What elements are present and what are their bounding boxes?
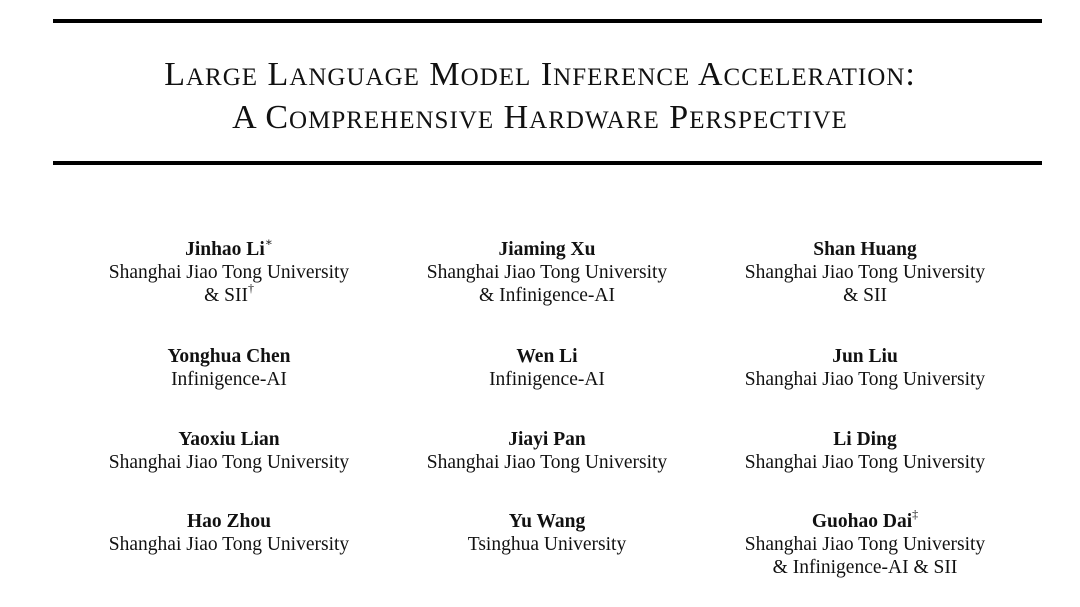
- title-smallcaps: OMPREHENSIVE: [289, 107, 495, 134]
- paper-title-line-1: [0, 58, 1080, 92]
- title-smallcaps: ARGE: [185, 64, 259, 91]
- author-affiliation: Shanghai Jiao Tong University: [744, 262, 986, 283]
- author-entry: [700, 345, 1030, 391]
- title-capital: :: [905, 56, 916, 93]
- author-entry: [700, 428, 1030, 474]
- title-capital: A: [232, 99, 256, 136]
- author-name: Yonghua Chen: [167, 346, 291, 367]
- author-entry: [64, 428, 394, 474]
- author-affiliation: & SII†: [204, 280, 254, 306]
- author-name: Hao Zhou: [187, 511, 271, 532]
- author-entry: [382, 428, 712, 474]
- title-capital: P: [659, 99, 690, 136]
- title-capital: I: [531, 56, 554, 93]
- author-affiliation: & Infinigence-AI & SII: [772, 557, 958, 578]
- author-entry: [382, 510, 712, 556]
- author-entry: [382, 345, 712, 391]
- author-entry: [64, 234, 394, 307]
- author-affiliation: & SII: [843, 285, 887, 306]
- author-affiliation: Shanghai Jiao Tong University: [108, 452, 350, 473]
- author-entry: [700, 506, 1030, 579]
- author-affiliation: Shanghai Jiao Tong University: [108, 534, 350, 555]
- author-affiliation: Shanghai Jiao Tong University: [426, 262, 668, 283]
- author-name: Wen Li: [516, 346, 578, 367]
- author-name: Li Ding: [833, 429, 897, 450]
- author-affiliation: Shanghai Jiao Tong University: [744, 452, 986, 473]
- author-entry: [64, 345, 394, 391]
- author-affiliation: Shanghai Jiao Tong University: [744, 534, 986, 555]
- title-capital: M: [419, 56, 461, 93]
- bottom-rule: [53, 161, 1042, 165]
- title-capital: L: [258, 56, 290, 93]
- author-name: Jiaming Xu: [498, 239, 596, 260]
- author-entry: [382, 238, 712, 307]
- author-entry: [700, 238, 1030, 307]
- title-capital: A: [690, 56, 724, 93]
- title-capital: L: [164, 56, 186, 93]
- author-name: Guohao Dai‡: [811, 506, 919, 532]
- title-capital: C: [255, 99, 290, 136]
- title-smallcaps: NFERENCE: [553, 64, 691, 91]
- title-smallcaps: ERSPECTIVE: [689, 107, 848, 134]
- author-name: Yu Wang: [508, 511, 586, 532]
- title-smallcaps: ARDWARE: [529, 107, 660, 134]
- author-footnote-mark: ∗: [264, 234, 273, 249]
- affiliation-footnote-mark: †: [247, 280, 254, 295]
- author-affiliation: Infinigence-AI: [171, 369, 287, 390]
- title-capital: H: [494, 99, 530, 136]
- author-affiliation: Shanghai Jiao Tong University: [426, 452, 668, 473]
- top-rule: [53, 19, 1042, 23]
- title-smallcaps: ANGUAGE: [289, 64, 420, 91]
- author-name: Jinhao Li∗: [185, 234, 273, 260]
- author-name: Jun Liu: [832, 346, 898, 367]
- author-name: Shan Huang: [813, 239, 917, 260]
- title-smallcaps: ODEL: [460, 64, 532, 91]
- paper-title-line-2: [0, 101, 1080, 135]
- author-footnote-mark: ‡: [912, 506, 919, 521]
- author-entry: [64, 510, 394, 556]
- author-affiliation: & Infinigence-AI: [479, 285, 615, 306]
- author-affiliation: Shanghai Jiao Tong University: [108, 262, 350, 283]
- author-affiliation: Shanghai Jiao Tong University: [744, 369, 986, 390]
- author-affiliation: Infinigence-AI: [489, 369, 605, 390]
- author-name: Yaoxiu Lian: [178, 429, 280, 450]
- author-name: Jiayi Pan: [508, 429, 586, 450]
- title-smallcaps: CCELERATION: [723, 64, 906, 91]
- author-affiliation: Tsinghua University: [467, 534, 627, 555]
